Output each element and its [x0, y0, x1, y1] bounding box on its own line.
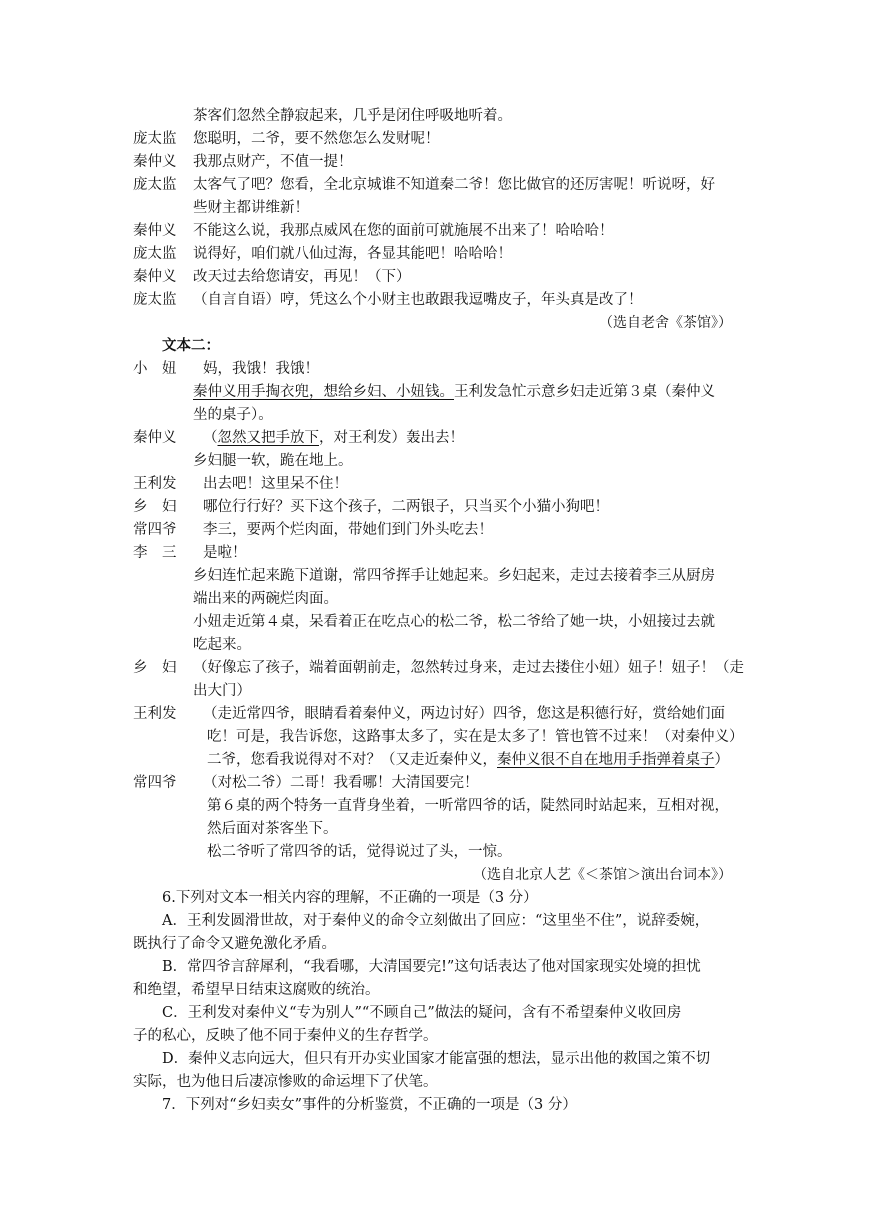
stage-direction: 秦仲义用手掏衣兜，想给乡妇、小妞钱。王利发急忙示意乡妇走近第３桌（秦仲义 — [193, 384, 715, 400]
speaker-name: 王利发 — [133, 476, 177, 492]
dialogue-line: 您聪明，二爷，要不然您怎么发财呢！ — [193, 131, 440, 147]
option-a: A．王利发圆滑世故，对于秦仲义的命令立刻做出了回应：“这里坐不住”，说辞委婉， — [162, 913, 710, 929]
dialogue-line: 太客气了吧？您看，全北京城谁不知道秦二爷！您比做官的还厉害呢！听说呀，好 — [193, 177, 715, 193]
dialogue-line: 我那点财产，不值一提！ — [193, 154, 353, 170]
speaker-name: 庞太监 — [133, 131, 177, 147]
speaker-name: 王利发 — [133, 706, 177, 722]
stage-direction: 乡妇连忙起来跪下道谢，常四爷挥手让她起来。乡妇起来，走过去接着李三从厨房 — [193, 568, 715, 584]
speaker-name: 秦仲义 — [133, 154, 177, 170]
question-stem: 7．下列对“乡妇卖女”事件的分析鉴赏，不正确的一项是（3 分） — [162, 1097, 577, 1113]
stage-direction: 小妞走近第４桌，呆看着正在吃点心的松二爷，松二爷给了她一块，小妞接过去就 — [193, 614, 715, 630]
dialogue-line: 是啦！ — [203, 545, 247, 561]
speaker-name: 李 三 — [133, 545, 177, 561]
underlined-text: 忽然又把手放下 — [217, 430, 319, 446]
stage-direction-cont: 端出来的两碗烂肉面。 — [193, 591, 338, 607]
dialogue-line: （忽然又把手放下，对王利发）轰出去！ — [203, 430, 464, 446]
dialogue-line: 妈，我饿！我饿！ — [203, 361, 319, 377]
speaker-name: 乡 妇 — [133, 499, 177, 515]
option-b-cont: 和绝望，希望早日结束这腐败的统治。 — [133, 982, 380, 998]
section-heading: 文本二： — [162, 337, 220, 354]
speaker-name: 庞太监 — [133, 246, 177, 262]
underlined-text: 秦仲义用手掏衣兜，想给乡妇、小妞钱。 — [193, 384, 454, 400]
speaker-name: 庞太监 — [133, 292, 177, 308]
speaker-name: 秦仲义 — [133, 430, 177, 446]
dialogue-line: 改天过去给您请安，再见！（下） — [193, 269, 411, 285]
option-c: C．王利发对秦仲义“专为别人”“不顾自己”做法的疑问，含有不希望秦仲义收回房 — [162, 1005, 682, 1021]
dialogue-line: （自言自语）哼，凭这么个小财主也敢跟我逗嘴皮子，年头真是改了！ — [193, 292, 643, 308]
speaker-name: 秦仲义 — [133, 269, 177, 285]
stage-direction-cont: 然后面对茶客坐下。 — [207, 821, 338, 837]
dialogue-line: 出去吧！这里呆不住！ — [203, 476, 348, 492]
stage-direction-cont: 坐的桌子）。 — [193, 407, 273, 423]
dialogue-line-cont: 吃！可是，我告诉您，这路事太多了，实在是太多了！管也管不过来！（对秦仲义） — [207, 729, 744, 745]
speaker-name: 秦仲义 — [133, 223, 177, 239]
dialogue-line: （走近常四爷，眼睛看着秦仲义，两边讨好）四爷，您这是积德行好，赏给她们面 — [203, 706, 725, 722]
dialogue-line: 哪位行行好？买下这个孩子，二两银子，只当买个小猫小狗吧！ — [203, 499, 609, 515]
speaker-name: 小 妞 — [133, 361, 177, 377]
dialogue-line: （好像忘了孩子，端着面朝前走，忽然转过身来，走过去搂住小妞）妞子！妞子！（走 — [193, 660, 744, 676]
option-d-cont: 实际，也为他日后凄凉惨败的命运埋下了伏笔。 — [133, 1074, 438, 1090]
option-b: B．常四爷言辞犀利，“我看哪，大清国要完!”这句话表达了他对国家现实处境的担忧 — [162, 959, 701, 975]
stage-direction-cont: 吃起来。 — [193, 637, 251, 653]
dialogue-line-cont: 些财主都讲维新！ — [193, 200, 309, 216]
stage-direction: 乡妇腿一软，跪在地上。 — [193, 453, 353, 469]
dialogue-line-cont: 二爷，您看我说得对不对？（又走近秦仲义，秦仲义很不自在地用手指弹着桌子） — [207, 752, 729, 768]
speaker-name: 乡 妇 — [133, 660, 177, 676]
underlined-text: 秦仲义很不自在地用手指弹着桌子 — [497, 752, 715, 768]
option-a-cont: 既执行了命令又避免激化矛盾。 — [133, 936, 336, 952]
stage-direction: 茶客们忽然全静寂起来，几乎是闭住呼吸地听着。 — [193, 108, 512, 124]
dialogue-line: 李三，要两个烂肉面，带她们到门外头吃去！ — [203, 522, 493, 538]
question-stem: 6.下列对文本一相关内容的理解，不正确的一项是（3 分） — [162, 890, 538, 906]
dialogue-line: 说得好，咱们就八仙过海，各显其能吧！哈哈哈！ — [193, 246, 512, 262]
stage-direction: 第６桌的两个特务一直背身坐着，一听常四爷的话，陡然同时站起来，互相对视， — [207, 798, 729, 814]
option-d: D．秦仲义志向远大，但只有开办实业国家才能富强的想法，显示出他的救国之策不切 — [162, 1051, 711, 1067]
dialogue-line-cont: 出大门） — [193, 683, 251, 699]
dialogue-line: （对松二爷）二哥！我看哪！大清国要完！ — [203, 775, 479, 791]
source-citation: （选自北京人艺《＜茶馆＞演出台词本》） — [473, 867, 732, 883]
option-c-cont: 子的私心，反映了他不同于秦仲义的生存哲学。 — [133, 1028, 438, 1044]
dialogue-line: 不能这么说，我那点威风在您的面前可就施展不出来了！哈哈哈！ — [193, 223, 614, 239]
stage-direction: 松二爷听了常四爷的话，觉得说过了头，一惊。 — [207, 844, 512, 860]
source-citation: （选自老舍《茶馆》） — [599, 315, 732, 331]
speaker-name: 常四爷 — [133, 522, 177, 538]
speaker-name: 庞太监 — [133, 177, 177, 193]
speaker-name: 常四爷 — [133, 775, 177, 791]
